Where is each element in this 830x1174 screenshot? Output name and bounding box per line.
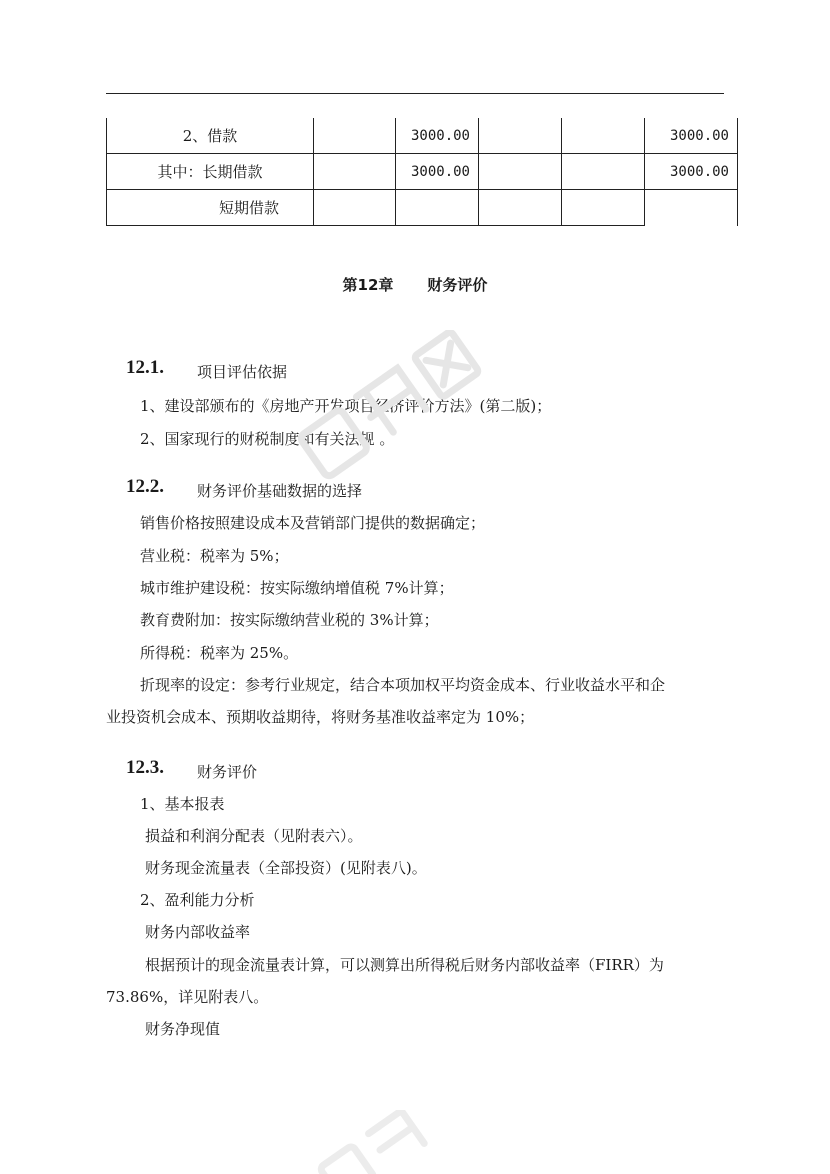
section-number: 12.2. [126, 476, 164, 497]
table-cell [314, 118, 396, 154]
row-label: 短期借款 [107, 190, 314, 226]
table-cell [479, 154, 562, 190]
table-cell [479, 118, 562, 154]
section-number: 12.3. [126, 757, 164, 778]
paragraph-line: 1、基本报表 [140, 795, 225, 813]
paragraph-line: 2、国家现行的财税制度和有关法规 。 [140, 430, 395, 448]
table-cell [562, 118, 645, 154]
table-cell [314, 190, 396, 226]
paragraph-line: 财务净现值 [145, 1020, 221, 1038]
header-rule [106, 93, 724, 94]
paragraph-line: 所得税：税率为 25%。 [140, 644, 299, 662]
paragraph-line: 损益和利润分配表（见附表六）。 [145, 827, 363, 845]
paragraph-line: 根据预计的现金流量表计算，可以测算出所得税后财务内部收益率（FIRR）为 [145, 956, 664, 974]
table-cell: 3000.00 [396, 154, 479, 190]
section-title: 财务评价 [197, 763, 258, 781]
table-cell [314, 154, 396, 190]
paragraph-line: 业投资机会成本、预期收益期待，将财务基准收益率定为 10%； [106, 708, 535, 726]
table-row [107, 154, 738, 190]
table-cell [479, 190, 562, 226]
paragraph-line: 2、盈利能力分析 [140, 891, 255, 909]
paragraph-line: 城市维护建设税：按实际缴纳增值税 7%计算； [140, 579, 454, 597]
paragraph-line: 教育费附加：按实际缴纳营业税的 3%计算； [140, 611, 439, 629]
paragraph-line: 营业税：税率为 5%； [140, 547, 289, 565]
table-cell [396, 190, 479, 226]
paragraph-line: 折现率的设定：参考行业规定，结合本项加权平均资金成本、行业收益水平和企 [140, 676, 666, 694]
table-cell: 3000.00 [396, 118, 479, 154]
paragraph-line: 财务现金流量表（全部投资）(见附表八)。 [145, 859, 427, 877]
table-cell: 3000.00 [645, 154, 738, 190]
table-cell [562, 190, 645, 226]
paragraph-line: 财务内部收益率 [145, 923, 251, 941]
section-number: 12.1. [126, 357, 164, 378]
table-cell [562, 154, 645, 190]
watermark-graphic [300, 1110, 460, 1174]
paragraph-line: 销售价格按照建设成本及营销部门提供的数据确定； [140, 514, 486, 532]
table-row [107, 190, 738, 226]
chapter-number: 第12章 [342, 276, 394, 294]
row-label: 其中：长期借款 [107, 154, 314, 190]
section-title: 项目评估依据 [197, 363, 288, 381]
loan-table [106, 118, 738, 226]
table-cell [645, 190, 738, 226]
chapter-title: 财务评价 [427, 276, 488, 294]
section-title: 财务评价基础数据的选择 [197, 482, 363, 500]
paragraph-line: 73.86%，详见附表八。 [106, 988, 269, 1006]
table-row [107, 118, 738, 154]
table-cell: 3000.00 [645, 118, 738, 154]
chapter-heading [0, 274, 830, 295]
paragraph-line: 1、建设部颁布的《房地产开发项目经济评价方法》(第二版)； [140, 397, 552, 415]
row-label: 2、借款 [107, 118, 314, 154]
